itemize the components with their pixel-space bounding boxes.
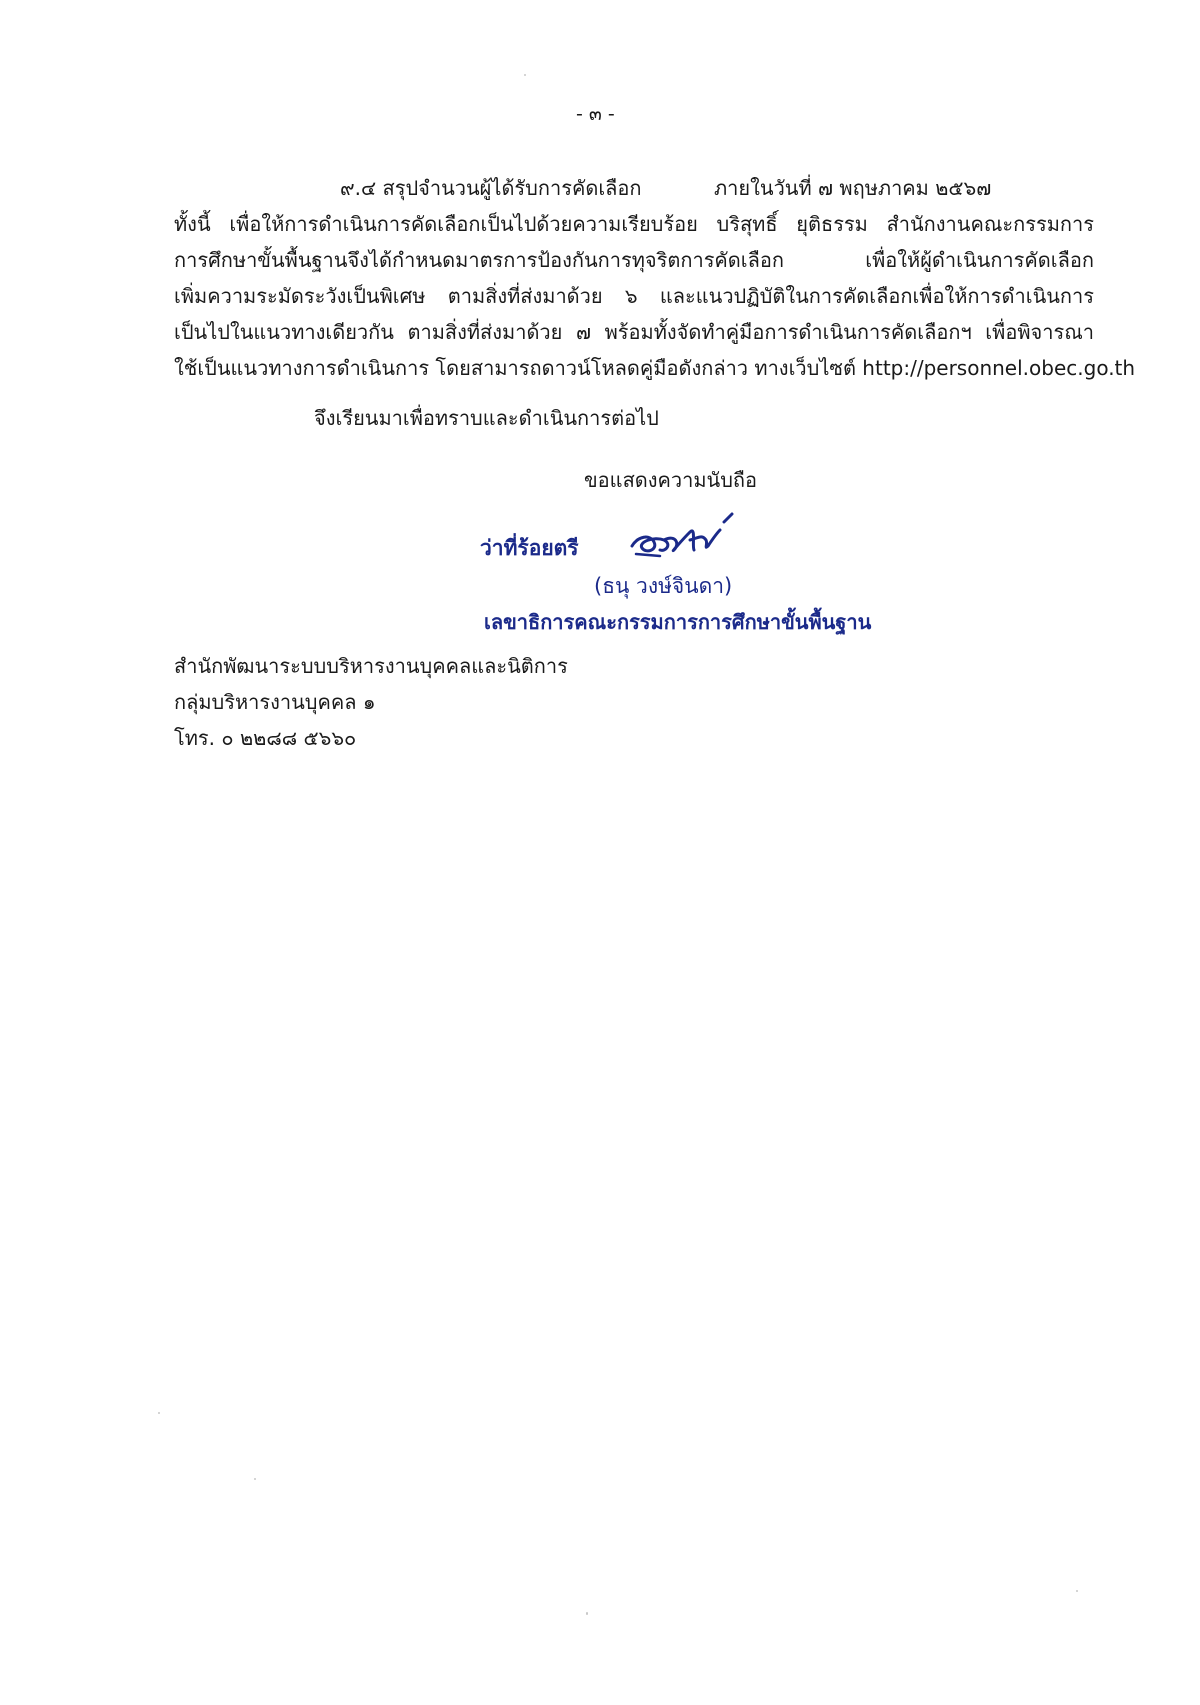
body-line: เป็นไปในแนวทางเดียวกัน ตามสิ่งที่ส่งมาด้วย ๗ พร้อมทั้งจัดทำคู่มือการดำเนินการคัดเลือกฯ เพื่อพิจารณา <box>174 320 1094 344</box>
page-number: - ๓ - <box>576 103 615 125</box>
signer-title: เลขาธิการคณะกรรมการการศึกษาขั้นพื้นฐาน <box>484 610 872 634</box>
body-line: ทั้งนี้ เพื่อให้การดำเนินการคัดเลือกเป็นไปด้วยความเรียบร้อย บริสุทธิ์ ยุติธรรม สำนักงานคณะกรรมการ <box>174 212 1094 236</box>
scan-speck <box>524 74 526 76</box>
item-summary-label: ๙.๔ สรุปจำนวนผู้ได้รับการคัดเลือก <box>340 176 642 200</box>
scan-speck <box>586 1612 588 1615</box>
scan-speck <box>1076 1590 1078 1592</box>
salutation: ขอแสดงความนับถือ <box>584 468 758 492</box>
scan-speck <box>158 1412 160 1414</box>
signer-name: (ธนุ วงษ์จินดา) <box>594 574 733 598</box>
signer-rank: ว่าที่ร้อยตรี <box>480 536 579 560</box>
body-line: การศึกษาขั้นพื้นฐานจึงได้กำหนดมาตรการป้องกันการทุจริตการคัดเลือก เพื่อให้ผู้ดำเนินการคัดเลือก <box>174 248 1094 272</box>
handwritten-signature <box>620 510 740 570</box>
footer-group: กลุ่มบริหารงานบุคคล ๑ <box>174 690 376 714</box>
scan-speck <box>254 1478 256 1480</box>
footer-phone: โทร. ๐ ๒๒๘๘ ๕๖๖๐ <box>174 726 357 750</box>
footer-office: สำนักพัฒนาระบบบริหารงานบุคคลและนิติการ <box>174 654 568 678</box>
item-summary-date: ภายในวันที่ ๗ พฤษภาคม ๒๕๖๗ <box>714 176 992 200</box>
body-line: ใช้เป็นแนวทางการดำเนินการ โดยสามารถดาวน์โหลดคู่มือดังกล่าว ทางเว็บไซต์ http://personnel.obec.go.th <box>174 356 1136 380</box>
closing-line: จึงเรียนมาเพื่อทราบและดำเนินการต่อไป <box>314 406 659 430</box>
body-line: เพิ่มความระมัดระวังเป็นพิเศษ ตามสิ่งที่ส่งมาด้วย ๖ และแนวปฏิบัติในการคัดเลือกเพื่อให้การดำเนินการ <box>174 284 1094 308</box>
